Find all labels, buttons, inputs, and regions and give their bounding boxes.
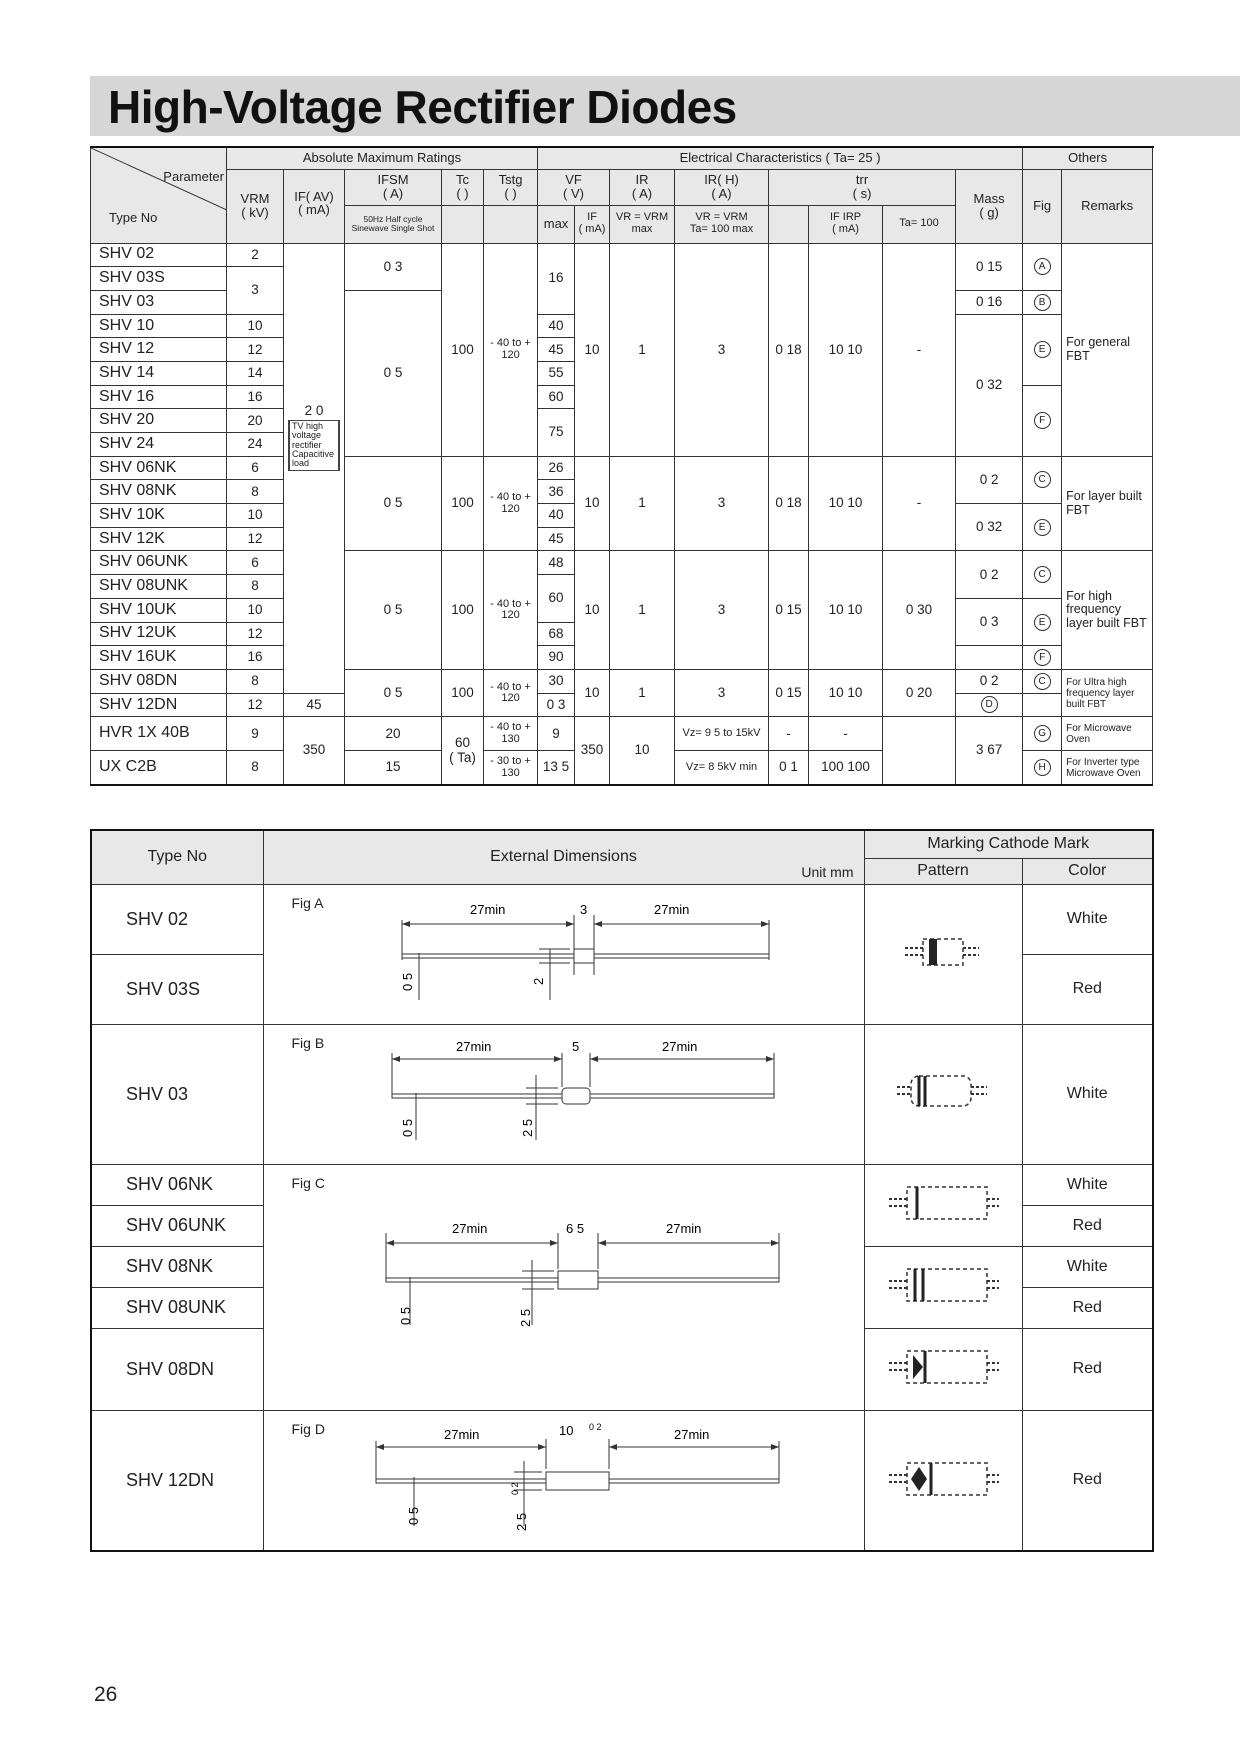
dim-type-cell: SHV 08DN (91, 1328, 263, 1410)
vf-cell: 68 (538, 622, 575, 646)
tc-cell: 100 (442, 669, 484, 716)
ir-cell: 1 (610, 456, 675, 551)
fig-c-svg (264, 1165, 864, 1395)
fig-a-dim-r: 27min (653, 901, 689, 917)
ifsm-cell: 0 5 (345, 456, 442, 551)
fig-cell: C (1023, 456, 1062, 503)
fig-d-label: Fig D (291, 1420, 325, 1437)
vrm-cell: 2 (227, 243, 284, 267)
cathode-pattern-c2 (865, 1247, 1021, 1323)
fig-a-dim-m: 3 (579, 901, 587, 917)
group-ec: Electrical Characteristics ( Ta= 25 ) (538, 147, 1023, 169)
fig-a-svg (264, 885, 864, 1015)
vrm-cell: 24 (227, 433, 284, 457)
fig-cell: C (1023, 669, 1062, 693)
color-cell: White (1022, 1024, 1153, 1164)
vf-cell: 13 5 (538, 751, 575, 785)
fig-a-dim-l: 27min (469, 901, 505, 917)
vf-cell: 16 (538, 243, 575, 314)
vf-cell: 45 (284, 693, 345, 717)
vrm-cell: 8 (227, 669, 284, 693)
ir-cell: 10 (610, 717, 675, 785)
fig-d-dim-m-sup: 0 2 (588, 1421, 602, 1432)
mass-cell: 0 2 (956, 669, 1023, 693)
fig-cell: A (1023, 243, 1062, 290)
vrm-cell: 3 (227, 267, 284, 314)
vrm-cell: 8 (227, 480, 284, 504)
vf-if-cell: 10 (575, 456, 610, 551)
fig-cell: E (1023, 598, 1062, 645)
trr-cond1-head: IF IRP ( mA) (809, 205, 883, 243)
type-cell: SHV 12 (91, 338, 227, 362)
fig-d-drawing (263, 1410, 864, 1551)
type-cell: SHV 10UK (91, 598, 227, 622)
irh-cell: 3 (675, 243, 769, 456)
fig-c-label: Fig C (291, 1174, 325, 1191)
dim-type-cell: SHV 03 (91, 1024, 263, 1164)
vf-cell: 30 (538, 669, 575, 693)
type-cell: SHV 08UNK (91, 575, 227, 599)
pattern-cell (864, 1024, 1022, 1164)
tc-cell: 100 (442, 243, 484, 456)
remarks-cell: For Microwave Oven (1062, 717, 1153, 751)
vf-cell: 48 (538, 551, 575, 575)
fig-d-svg (264, 1411, 864, 1545)
unit-label: Unit mm (801, 863, 854, 880)
vrm-cell: 6 (227, 551, 284, 575)
fig-a-drawing (263, 884, 864, 1024)
type-cell: SHV 02 (91, 243, 227, 267)
irh-cond-head: VR = VRM Ta= 100 max (675, 205, 769, 243)
mass-cell (956, 646, 1023, 670)
fig-c-drawing (263, 1164, 864, 1410)
vrm-cell: 8 (227, 751, 284, 785)
type-cell: SHV 12DN (91, 693, 227, 717)
vf-cell: 90 (538, 646, 575, 670)
trr-c1-cell: 100 100 (809, 751, 883, 785)
fig-cell: B (1023, 290, 1062, 314)
trr-c1-cell: 10 10 (809, 551, 883, 669)
vrm-cell: 20 (227, 409, 284, 433)
tc-cell: 100 (442, 456, 484, 551)
fig-cell: E (1023, 314, 1062, 385)
fig-c-dim-d2: 2 5 (517, 1308, 533, 1327)
ifsm-head: IFSM ( A) (345, 169, 442, 205)
vf-if-cell: 10 (575, 669, 610, 716)
type-cell: SHV 12UK (91, 622, 227, 646)
dim-type-cell: SHV 02 (91, 884, 263, 954)
ifav-main-cell: 2 0 TV high voltage rectifier Capacitive load (284, 243, 345, 693)
mass-cell: 0 15 (956, 243, 1023, 290)
tstg-cell: - 40 to + 130 (484, 717, 538, 751)
vf-cell: 26 (538, 456, 575, 480)
irh-cell: 3 (675, 669, 769, 716)
dim-type-cell: SHV 12DN (91, 1410, 263, 1551)
vf-cell: 45 (538, 527, 575, 551)
spec-table (90, 146, 1153, 786)
ifsm-cell: 0 3 (345, 243, 442, 290)
fig-d-dim-d3: 0 2 (509, 1481, 520, 1495)
irh-head: IR( H) ( A) (675, 169, 769, 205)
vrm-cell: 12 (227, 693, 284, 717)
fig-a-dim-d1: 0 5 (399, 972, 415, 991)
ir-cond-head: VR = VRM max (610, 205, 675, 243)
vrm-cell: 6 (227, 456, 284, 480)
ir-cell: 1 (610, 551, 675, 669)
color-cell: White (1022, 884, 1153, 954)
ir-cell: 1 (610, 243, 675, 456)
vf-if-cell: 350 (575, 717, 610, 785)
vf-if-cell: 10 (575, 551, 610, 669)
dim-type-cell: SHV 06NK (91, 1164, 263, 1205)
mass-cell: 0 32 (956, 504, 1023, 551)
tc-head: Tc ( ) (442, 169, 484, 205)
remarks-cell: For high frequency layer built FBT (1062, 551, 1153, 669)
pattern-cell (864, 1164, 1022, 1246)
remarks-cell: For layer built FBT (1062, 456, 1153, 551)
color-cell: Red (1022, 1328, 1153, 1410)
marking-head: Marking Cathode Mark (864, 830, 1153, 858)
vrm-cell: 12 (227, 622, 284, 646)
trr-c2-cell: 0 30 (883, 551, 956, 669)
fig-b-dim-d1: 0 5 (399, 1118, 415, 1137)
vrm-cell: 12 (227, 338, 284, 362)
trr-cell: 0 18 (769, 243, 809, 456)
color-cell: White (1022, 1246, 1153, 1287)
vrm-cell: 10 (227, 314, 284, 338)
dimension-table (90, 829, 1154, 1552)
fig-cell: D (956, 693, 1023, 717)
pattern-head: Pattern (864, 858, 1022, 884)
fig-c-dim-d1: 0 5 (397, 1306, 413, 1325)
trr-c1-cell: 10 10 (809, 243, 883, 456)
trr-cell: - (769, 717, 809, 751)
vf-cell: 55 (538, 361, 575, 385)
vrm-cell: 16 (227, 646, 284, 670)
vrm-head: VRM ( kV) (227, 169, 284, 243)
color-cell: Red (1022, 1205, 1153, 1246)
type-cell: SHV 12K (91, 527, 227, 551)
fig-d-dim-d2: 2 5 (513, 1512, 529, 1531)
vz-cell: Vz= 8 5kV min (675, 751, 769, 785)
type-cell: SHV 03 (91, 290, 227, 314)
trr-cond2-head: Ta= 100 (883, 205, 956, 243)
ifav-head: IF( AV) ( mA) (284, 169, 345, 243)
tstg-cell: - 40 to + 120 (484, 551, 538, 669)
vf-cell: 40 (538, 504, 575, 528)
mass-cell: 0 2 (956, 551, 1023, 598)
trr-c2-cell: 0 20 (883, 669, 956, 716)
fig-cell: H (1023, 751, 1062, 785)
ir-cell: 1 (610, 669, 675, 716)
ifsm-cell: 0 5 (345, 551, 442, 669)
mass-cell: 0 3 (956, 598, 1023, 645)
tstg-cell: - 40 to + 120 (484, 243, 538, 456)
page-title: High-Voltage Rectifier Diodes (108, 81, 737, 133)
type-cell: SHV 16UK (91, 646, 227, 670)
type-cell: SHV 24 (91, 433, 227, 457)
color-cell: Red (1022, 954, 1153, 1024)
vf-if-cell: 10 (575, 243, 610, 456)
group-amr: Absolute Maximum Ratings (227, 147, 538, 169)
dim-type-cell: SHV 08NK (91, 1246, 263, 1287)
vrm-cell: 9 (227, 717, 284, 751)
dim-typeno-head: Type No (91, 830, 263, 884)
vf-head: VF ( V) (538, 169, 610, 205)
type-cell: SHV 06UNK (91, 551, 227, 575)
tstg-cell: - 40 to + 120 (484, 456, 538, 551)
mass-cell: 0 32 (956, 314, 1023, 456)
irh-cell: 3 (675, 456, 769, 551)
cathode-pattern-c1 (865, 1165, 1021, 1241)
trr-c1-cell: - (809, 717, 883, 751)
color-cell: Red (1022, 1287, 1153, 1328)
mass-cell: 0 3 (538, 693, 575, 717)
tstg-head: Tstg ( ) (484, 169, 538, 205)
dim-ext-head: External Dimensions Unit mm (263, 830, 864, 884)
vf-cell: 9 (538, 717, 575, 751)
dim-type-cell: SHV 03S (91, 954, 263, 1024)
vz-cell: Vz= 9 5 to 15kV (675, 717, 769, 751)
fig-d-dim-l: 27min (443, 1426, 479, 1442)
type-cell: HVR 1X 40B (91, 717, 227, 751)
ifsm-cell: 20 (345, 717, 442, 751)
type-cell: SHV 10 (91, 314, 227, 338)
vf-cell: 60 (538, 575, 575, 622)
fig-head: Fig (1023, 169, 1062, 243)
vf-max-head: max (538, 205, 575, 243)
vf-cell: 75 (538, 409, 575, 456)
fig-c-dim-m: 6 5 (565, 1220, 584, 1236)
cathode-pattern-a (865, 885, 1021, 1019)
mass-cell: 0 16 (956, 290, 1023, 314)
pattern-cell (864, 1328, 1022, 1410)
fig-cell: G (1023, 717, 1062, 751)
fig-b-dim-d2: 2 5 (519, 1118, 535, 1137)
vrm-cell: 10 (227, 504, 284, 528)
type-cell: SHV 06NK (91, 456, 227, 480)
trr-head: trr ( s) (769, 169, 956, 205)
type-cell: SHV 08DN (91, 669, 227, 693)
color-cell: Red (1022, 1410, 1153, 1551)
vf-cell: 40 (538, 314, 575, 338)
dim-type-cell: SHV 06UNK (91, 1205, 263, 1246)
mass-head: Mass ( g) (956, 169, 1023, 243)
fig-cell: F (1023, 385, 1062, 456)
tv-note: TV high voltage rectifier Capacitive load (288, 420, 340, 471)
page-number: 26 (94, 1683, 118, 1706)
fig-b-dim-m: 5 (571, 1038, 579, 1054)
fig-b-dim-l: 27min (455, 1038, 491, 1054)
type-cell: SHV 03S (91, 267, 227, 291)
cathode-pattern-b (865, 1025, 1021, 1159)
fig-d-dim-d1: 0 5 (405, 1506, 421, 1525)
tstg-cell: - 40 to + 120 (484, 669, 538, 716)
fig-b-drawing (263, 1024, 864, 1164)
vf-cell: 45 (538, 338, 575, 362)
tstg-cell: - 30 to + 130 (484, 751, 538, 785)
trr-cell: 0 15 (769, 669, 809, 716)
pattern-cell (864, 1410, 1022, 1551)
irh-cell: 3 (675, 551, 769, 669)
fig-b-dim-r: 27min (661, 1038, 697, 1054)
remarks-cell: For Ultra high frequency layer built FBT (1062, 669, 1153, 716)
ifsm-cond: 50Hz Half cycle Sinewave Single Shot (345, 205, 442, 243)
pattern-cell (864, 884, 1022, 1024)
vrm-cell: 10 (227, 598, 284, 622)
fig-c-dim-r: 27min (665, 1220, 701, 1236)
type-cell: SHV 20 (91, 409, 227, 433)
type-cell: SHV 16 (91, 385, 227, 409)
trr-cell: 0 15 (769, 551, 809, 669)
diagonal-header (91, 147, 227, 243)
trr-c1-cell: 10 10 (809, 456, 883, 551)
trr-c1-cell: 10 10 (809, 669, 883, 716)
mass-cell: 3 67 (956, 717, 1023, 785)
fig-d-dim-r: 27min (673, 1426, 709, 1442)
group-others: Others (1023, 147, 1153, 169)
typeno-label: Type No (109, 209, 158, 225)
ifsm-cell: 0 5 (345, 290, 442, 456)
color-cell: White (1022, 1164, 1153, 1205)
fig-a-label: Fig A (291, 894, 324, 911)
trr-c2-cell (883, 717, 956, 785)
color-head: Color (1022, 858, 1153, 884)
type-cell: SHV 08NK (91, 480, 227, 504)
vf-if-head: IF ( mA) (575, 205, 610, 243)
fig-b-label: Fig B (291, 1034, 325, 1051)
fig-b-svg (264, 1025, 864, 1159)
trr-cell: 0 18 (769, 456, 809, 551)
vrm-cell: 16 (227, 385, 284, 409)
trr-c2-cell: - (883, 243, 956, 456)
dim-type-cell: SHV 08UNK (91, 1287, 263, 1328)
ir-head: IR ( A) (610, 169, 675, 205)
fig-d-dim-m: 10 (558, 1422, 573, 1438)
title-banner (90, 76, 1240, 136)
ifsm-cell: 15 (345, 751, 442, 785)
vrm-cell: 8 (227, 575, 284, 599)
trr-cell: 0 1 (769, 751, 809, 785)
tc-cell: 60 ( Ta) (442, 717, 484, 785)
vrm-cell: 12 (227, 527, 284, 551)
pattern-cell (864, 1246, 1022, 1328)
type-cell: SHV 14 (91, 361, 227, 385)
vf-cell: 36 (538, 480, 575, 504)
fig-c-dim-l: 27min (451, 1220, 487, 1236)
ifsm-cell: 0 5 (345, 669, 442, 716)
fig-a-dim-d2: 2 (530, 977, 546, 985)
type-cell: SHV 10K (91, 504, 227, 528)
vrm-cell: 14 (227, 361, 284, 385)
fig-cell: F (1023, 646, 1062, 670)
remarks-head: Remarks (1062, 169, 1153, 243)
vf-cell: 60 (538, 385, 575, 409)
type-cell: UX C2B (91, 751, 227, 785)
remarks-cell: For Inverter type Microwave Oven (1062, 751, 1153, 785)
cathode-pattern-d (865, 1411, 1021, 1545)
ifav-cell: 350 (284, 717, 345, 785)
fig-cell: E (1023, 504, 1062, 551)
trr-c2-cell: - (883, 456, 956, 551)
parameter-label: Parameter (163, 169, 224, 184)
mass-cell: 0 2 (956, 456, 1023, 503)
fig-cell: C (1023, 551, 1062, 598)
cathode-pattern-c3 (865, 1329, 1021, 1405)
remarks-cell: For general FBT (1062, 243, 1153, 456)
tc-cell: 100 (442, 551, 484, 669)
